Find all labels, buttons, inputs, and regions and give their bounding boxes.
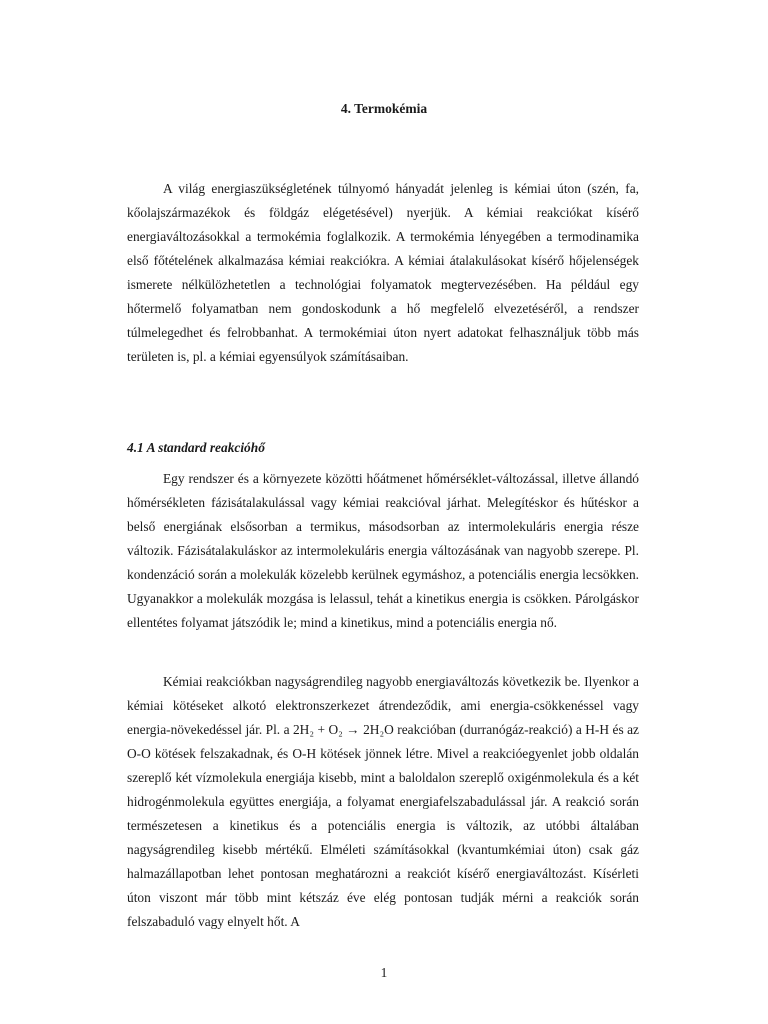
section-paragraph-1: Egy rendszer és a környezete közötti hőátmenet hőmérséklet-változással, illetve állandó hőmérsékleten fázisátalakulással vagy kémiai reakcióval járhat. Melegítéskor és hűtéskor a belső energiának elsősorban a termikus, másodsorban az intermolekuláris energia része változik. Fázisátalakuláskor az intermolekuláris energia változásának van nagyobb szerepe. Pl. kondenzáció során a molekulák közelebb kerülnek egymáshoz, a potenciális energia lecsökken. Ugyanakkor a molekulák mozgása is lelassul, tehát a kinetikus energia is csökken. Párolgáskor ellentétes folyamat játszódik le; mind a kinetikus, mind a potenciális energia nő.: [127, 471, 639, 630]
section-heading: 4.1 A standard reakcióhő: [127, 440, 265, 455]
page-number: 1: [380, 965, 388, 980]
chapter-title: 4. Termokémia: [340, 101, 428, 116]
section-paragraph-2: Kémiai reakciókban nagyságrendileg nagyobb energiaváltozás következik be. Ilyenkor a kémiai kötéseket alkotó elektronszerkezet átrendeződik, ami energia-csökkenéssel vagy energia-növekedéssel jár. Pl. a 2H₂ + O₂ → 2H₂O reakcióban (durranógáz-reakció) a H-H és az O-O kötések felszakadnak, és O-H kötések jönnek létre. Mivel a reakcióegyenlet jobb oldalán szereplő két vízmolekula energiája kisebb, mint a baloldalon szereplő oxigénmolekula és a két hidrogénmolekula együttes energiája, a folyamat energiafelszabadulással jár. A reakció során természetesen a kinetikus és a potenciális energia is változik, az utóbbi általában nagyságrendileg kisebb mértékű. Elméleti számításokkal (kvantumkémiai úton) csak gáz halmazállapotban lehet pontosan meghatározni a reakciót kísérő energiaváltozást. Kísérleti úton viszont már több mint kétszáz éve elég pontosan tudják mérni a reakciók során felszabaduló vagy elnyelt hőt. A: [127, 674, 639, 929]
intro-paragraph: A világ energiaszükségletének túlnyomó hányadát jelenleg is kémiai úton (szén, fa, kőolajszármazékok és földgáz elégetésével) nyerjük. A kémiai reakciókat kísérő energiaváltozásokkal a termokémia foglalkozik. A termokémia lényegében a termodinamika első főtételének alkalmazása kémiai reakciókra. A kémiai átalakulásokat kísérő hőjelenségek ismerete nélkülözhetetlen a technológiai folyamatok megtervezésében. Ha például egy hőtermelő folyamatban nem gondoskodunk a hő megfelelő elvezetéséről, a rendszer túlmelegedhet és felrobbanhat. A termokémiai úton nyert adatokat felhasználjuk több más területen is, pl. a kémiai egyensúlyok számításaiban.: [127, 181, 639, 364]
